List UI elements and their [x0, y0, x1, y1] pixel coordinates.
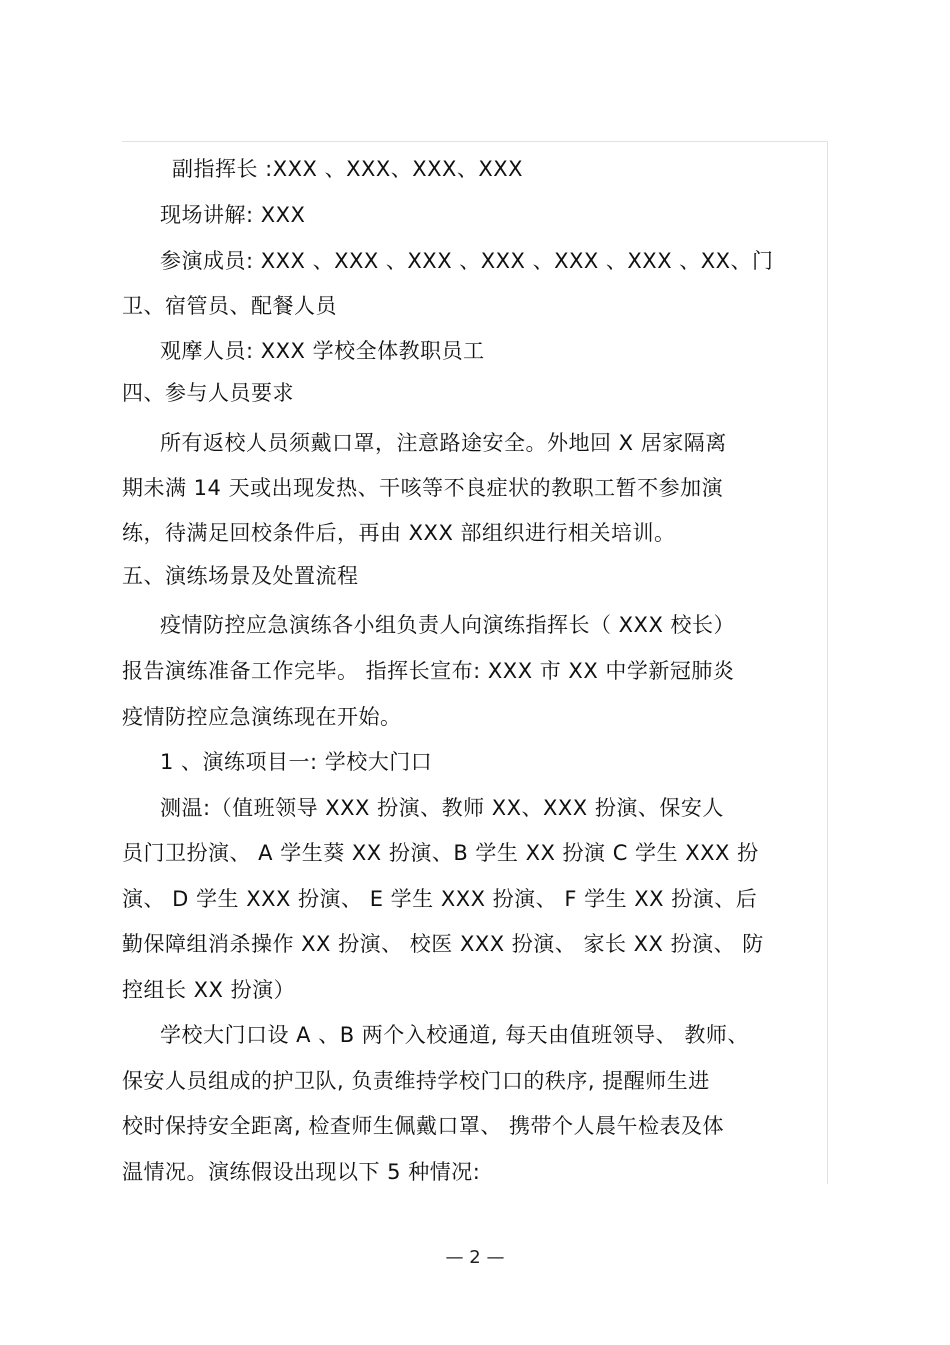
page-frame-top: [122, 141, 828, 142]
section-heading-5: 五、演练场景及处置流程: [122, 564, 359, 588]
section-heading-4: 四、参与人员要求: [122, 381, 294, 405]
paragraph-line: 疫情防控应急演练现在开始。: [122, 705, 402, 729]
paragraph-line: 测温:（值班领导 XXX 扮演、教师 XX、XXX 扮演、保安人: [160, 796, 724, 820]
page-number: — 2 —: [445, 1247, 505, 1268]
text-line-narrator: 现场讲解: XXX: [160, 203, 306, 227]
text-line-deputy-commander: 副指挥长 :XXX 、XXX、XXX、XXX: [172, 157, 524, 181]
paragraph-line: 学校大门口设 A 、B 两个入校通道, 每天由值班领导、 教师、: [160, 1023, 749, 1047]
paragraph-line: 校时保持安全距离, 检查师生佩戴口罩、 携带个人晨午检表及体: [122, 1114, 725, 1138]
subheading-drill-item-1: 1 、演练项目一: 学校大门口: [160, 750, 433, 774]
paragraph-line: 练，待满足回校条件后，再由 XXX 部组织进行相关培训。: [122, 521, 676, 545]
page-frame-right: [827, 141, 828, 1184]
paragraph-line: 温情况。演练假设出现以下 5 种情况:: [122, 1160, 481, 1184]
paragraph-line: 勤保障组消杀操作 XX 扮演、 校医 XXX 扮演、 家长 XX 扮演、 防: [122, 932, 764, 956]
paragraph-line: 期未满 14 天或出现发热、干咳等不良症状的教职工暂不参加演: [122, 476, 724, 500]
paragraph-line: 报告演练准备工作完毕。 指挥长宣布: XXX 市 XX 中学新冠肺炎: [122, 659, 735, 683]
paragraph-line: 所有返校人员须戴口罩，注意路途安全。外地回 X 居家隔离: [160, 431, 727, 455]
paragraph-line: 演、 D 学生 XXX 扮演、 E 学生 XXX 扮演、 F 学生 XX 扮演、后: [122, 887, 758, 911]
paragraph-line: 员门卫扮演、 A 学生葵 XX 扮演、B 学生 XX 扮演 C 学生 XXX 扮: [122, 841, 759, 865]
paragraph-line: 保安人员组成的护卫队, 负责维持学校门口的秩序, 提醒师生进: [122, 1069, 710, 1093]
text-line-participants: 参演成员: XXX 、XXX 、XXX 、XXX 、XXX 、XXX 、XX、门: [160, 249, 774, 273]
text-line-participants-cont: 卫、宿管员、配餐人员: [122, 294, 337, 318]
paragraph-line: 控组长 XX 扮演）: [122, 978, 296, 1002]
paragraph-line: 疫情防控应急演练各小组负责人向演练指挥长（ XXX 校长）: [160, 613, 736, 637]
text-line-observers: 观摩人员: XXX 学校全体教职员工: [160, 339, 485, 363]
